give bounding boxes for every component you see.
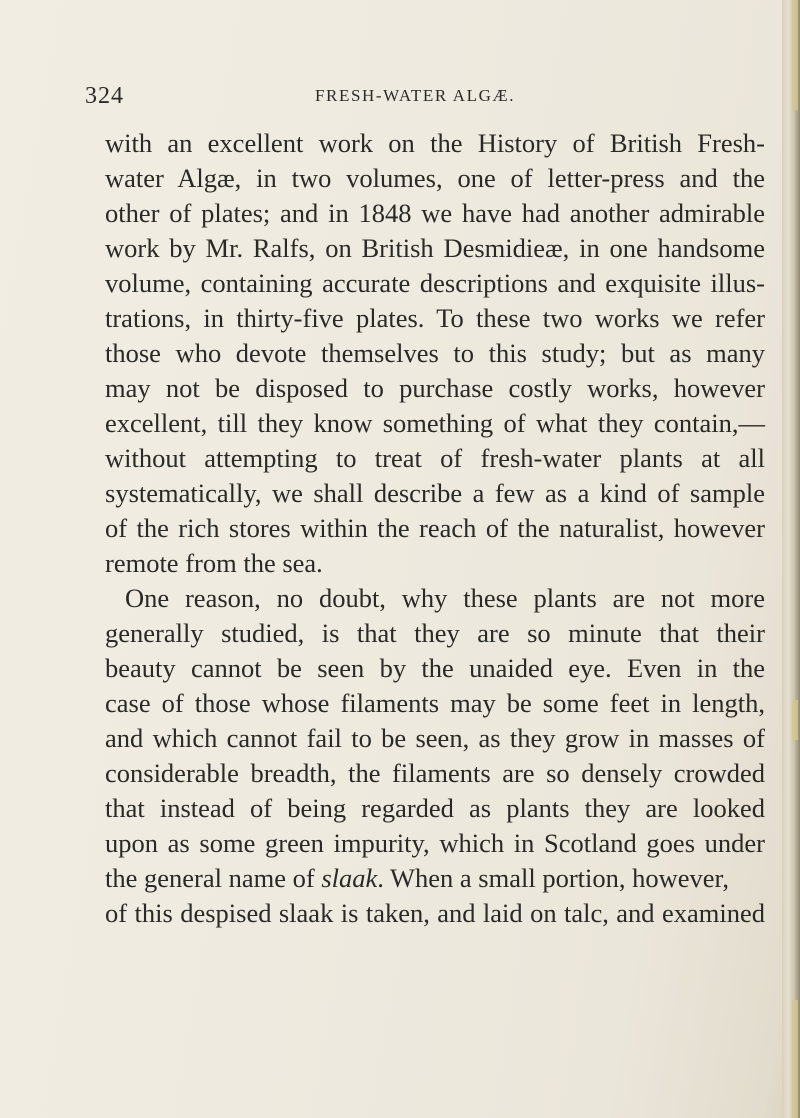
page-number: 324 xyxy=(85,83,124,109)
text-line: that instead of being regarded as plants they are looked xyxy=(105,793,765,823)
text-line: water Algæ, in two volumes, one of letter-press and the xyxy=(105,163,765,193)
text-line: those who devote themselves to this study; but as many xyxy=(105,338,765,368)
text-line: generally studied, is that they are so minute that their xyxy=(105,618,765,648)
text-line: systematically, we shall describe a few as a kind of sample xyxy=(105,478,765,508)
text-line: other of plates; and in 1848 we have had another admirable xyxy=(105,198,765,228)
text-line: upon as some green impurity, which in Scotland goes under xyxy=(105,828,765,858)
text-line: considerable breadth, the filaments are so densely crowded xyxy=(105,758,765,788)
text-line: beauty cannot be seen by the unaided eye. Even in the xyxy=(105,653,765,683)
text-line: of this despised slaak is taken, and laid on talc, and examined xyxy=(105,898,765,928)
text-line: excellent, till they know something of what they contain,— xyxy=(105,408,765,438)
text-line: work by Mr. Ralfs, on British Desmidieæ, in one handsome xyxy=(105,233,765,263)
text-line xyxy=(105,862,729,894)
text-line: with an excellent work on the History of British Fresh- xyxy=(105,128,765,158)
text-line: without attempting to treat of fresh-water plants at all xyxy=(105,443,765,473)
text-line: and which cannot fail to be seen, as they grow in masses of xyxy=(105,723,765,753)
text-segment: the general name of xyxy=(105,863,322,893)
text-line: remote from the sea. xyxy=(105,548,323,578)
paragraph-first-line: One reason, no doubt, why these plants are not more xyxy=(125,583,765,613)
text-line: case of those whose filaments may be some feet in length, xyxy=(105,688,765,718)
italic-term: slaak xyxy=(321,863,378,893)
running-title: FRESH-WATER ALGÆ. xyxy=(315,86,516,105)
text-line: trations, in thirty-five plates. To these two works we refer xyxy=(105,303,765,333)
text-line: may not be disposed to purchase costly works, however xyxy=(105,373,765,403)
text-line: volume, containing accurate descriptions and exquisite illus- xyxy=(105,268,765,298)
text-line: of the rich stores within the reach of the naturalist, however xyxy=(105,513,765,543)
text-segment: . When a small portion, however, xyxy=(377,863,729,893)
